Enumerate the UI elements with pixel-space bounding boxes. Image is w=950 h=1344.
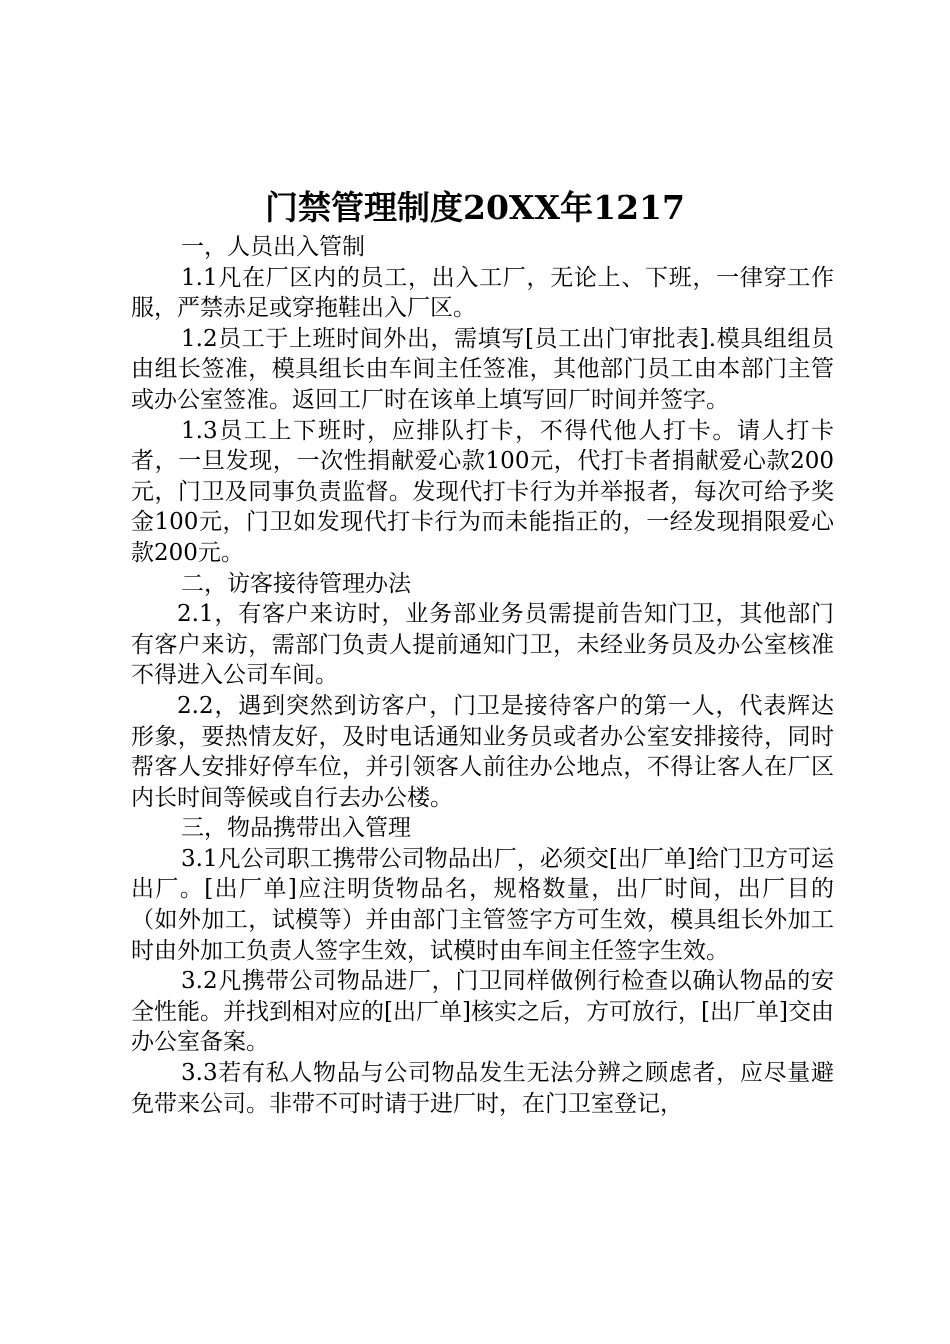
document-title: 门禁管理制度20XX年1217 [265, 188, 685, 227]
document-body [131, 232, 834, 1119]
paragraph-3-1: 3.1凡公司职工携带公司物品出厂，必须交[出厂单]给门卫方可运出厂。[出厂单]应注明货物品名，规格数量，出厂时间，出厂目的（如外加工，试模等）并由部门主管签字方可生效，模具组长外加工时由外加工负责人签字生效，试模时由车间主任签字生效。 [131, 845, 834, 964]
paragraph-3-3: 3.3若有私人物品与公司物品发生无法分辨之顾虑者，应尽量避免带来公司。非带不可时请于进厂时，在门卫室登记， [131, 1060, 834, 1117]
paragraph-2-1: 2.1，有客户来访时，业务部业务员需提前告知门卫，其他部门有客户来访，需部门负责人提前通知门卫，未经业务员及办公室核准不得进入公司车间。 [131, 601, 834, 689]
section-heading-3: 三，物品携带出入管理 [181, 815, 411, 842]
section-heading-2: 二，访客接待管理办法 [181, 570, 411, 597]
paragraph-2-2: 2.2，遇到突然到访客户，门卫是接待客户的第一人，代表辉达形象，要热情友好，及时电话通知业务员或者办公室安排接待，同时帮客人安排好停车位，并引领客人前往办公地点，不得让客人在厂区内长时间等候或自行去办公楼。 [131, 692, 834, 811]
paragraph-1-3: 1.3员工上下班时，应排队打卡，不得代他人打卡。请人打卡者，一旦发现，一次性捐献爱心款100元，代打卡者捐献爱心款200元，门卫及同事负责监督。发现代打卡行为并举报者，每次可给予奖金100元，门卫如发现代打卡行为而未能指正的，一经发现捐限爱心款200元。 [131, 417, 834, 566]
section-heading-1: 一，人员出入管制 [181, 234, 365, 260]
paragraph-1-2: 1.2员工于上班时间外出，需填写[员工出门审批表].模具组组员由组长签准，模具组长由车间主任签准，其他部门员工由本部门主管或办公室签准。返回工厂时在该单上填写回厂时间并签字。 [131, 325, 834, 413]
paragraph-3-2: 3.2凡携带公司物品进厂，门卫同样做例行检查以确认物品的安全性能。并找到相对应的[出厂单]核实之后，方可放行，[出厂单]交由办公室备案。 [131, 968, 834, 1056]
paragraph-1-1: 1.1凡在厂区内的员工，出入工厂，无论上、下班，一律穿工作服，严禁赤足或穿拖鞋出入厂区。 [131, 264, 834, 322]
